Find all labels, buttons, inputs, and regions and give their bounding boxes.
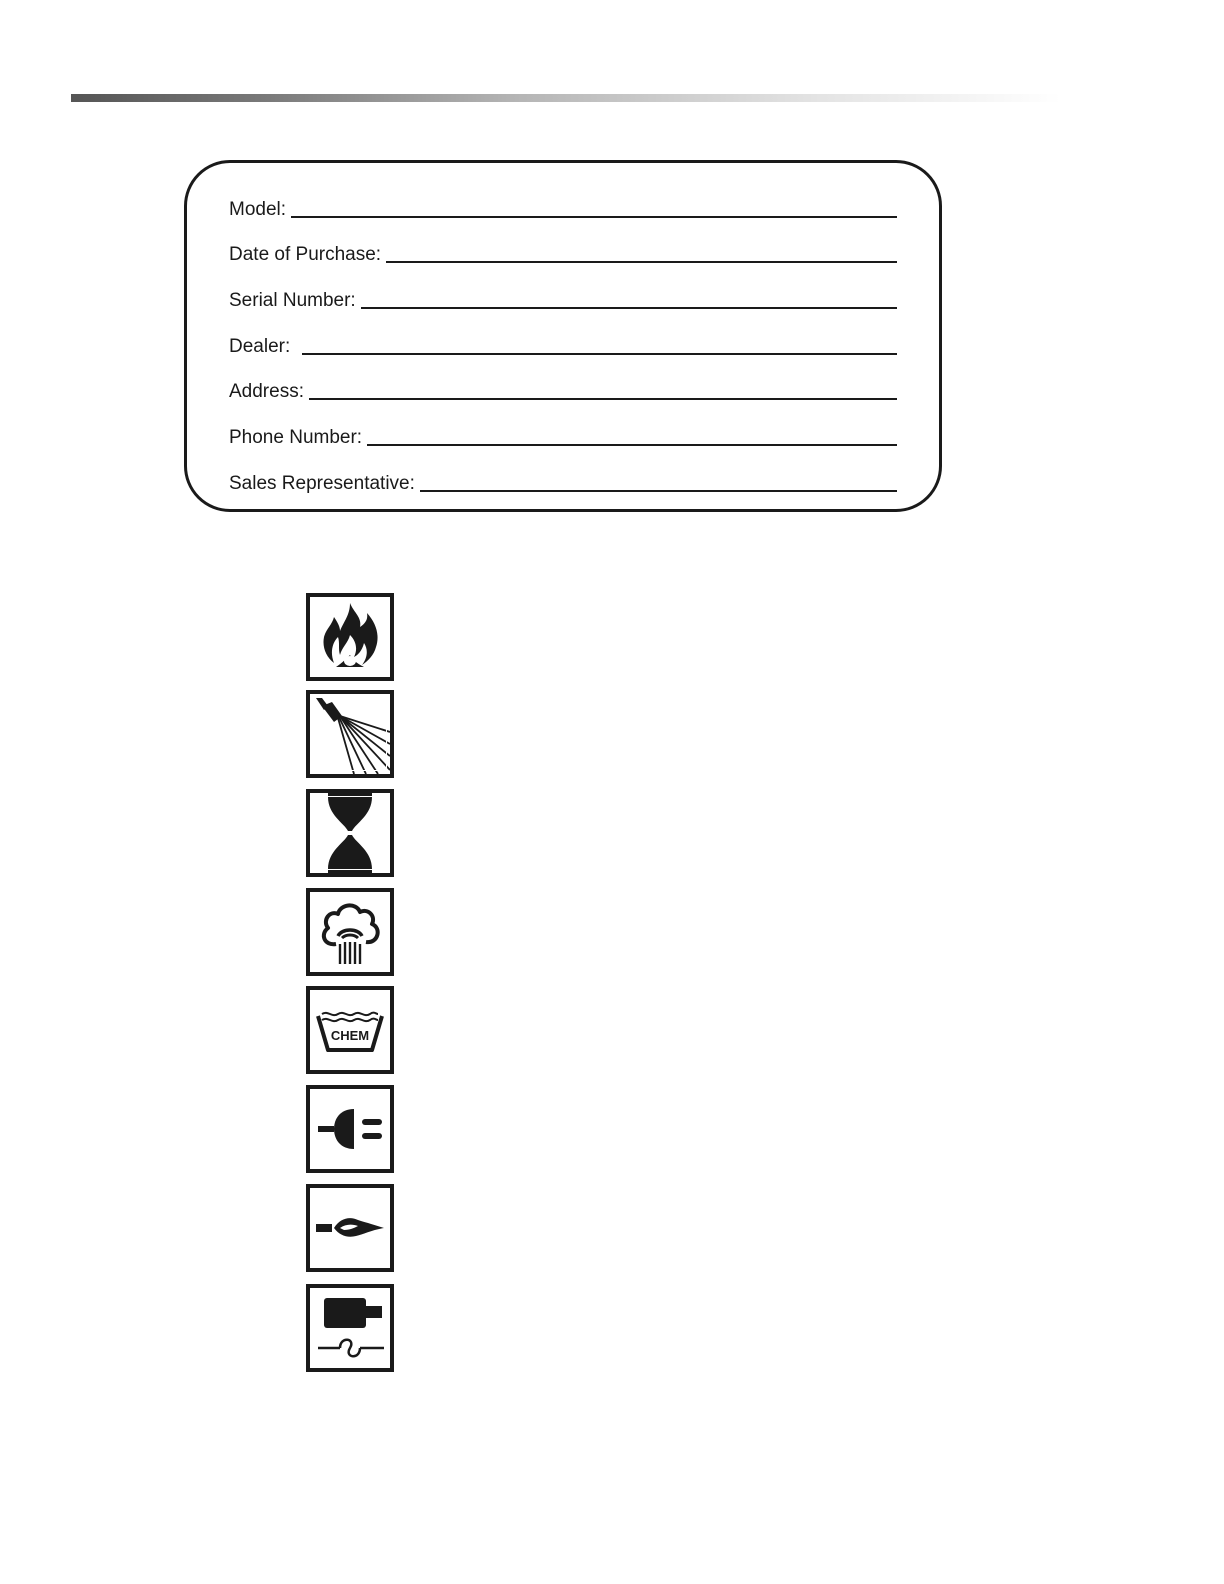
chemical-basin-icon <box>306 986 394 1074</box>
fumes-cloud-icon <box>306 888 394 976</box>
address-input-line[interactable] <box>309 398 897 400</box>
sales-representative-input-line[interactable] <box>420 490 897 492</box>
model-field <box>229 191 897 221</box>
high-pressure-spray-icon <box>306 690 394 778</box>
date-of-purchase-label: Date of Purchase: <box>229 244 382 265</box>
phone-number-input-line[interactable] <box>367 444 897 446</box>
date-of-purchase-input-line[interactable] <box>386 261 897 263</box>
electrical-plug-icon <box>306 1085 394 1173</box>
dealer-input-line[interactable] <box>302 353 897 355</box>
serial-number-input-line[interactable] <box>361 307 897 309</box>
crush-hazard-icon <box>306 789 394 877</box>
phone-number-field <box>229 419 897 449</box>
dealer-field <box>229 328 897 358</box>
date-of-purchase-field <box>229 236 897 266</box>
phone-number-label: Phone Number: <box>229 427 363 448</box>
flame-icon <box>306 593 394 681</box>
address-field <box>229 373 897 403</box>
dealer-label: Dealer: <box>229 336 291 357</box>
motor-ac-icon <box>306 1284 394 1372</box>
serial-number-label: Serial Number: <box>229 290 356 311</box>
sales-representative-label: Sales Representative: <box>229 473 415 494</box>
chem-label: CHEM <box>330 1028 370 1043</box>
sales-representative-field <box>229 465 897 495</box>
model-label: Model: <box>229 199 287 220</box>
header-gradient-bar <box>71 94 1061 102</box>
burner-flame-icon <box>306 1184 394 1272</box>
address-label: Address: <box>229 381 304 402</box>
model-input-line[interactable] <box>291 216 897 218</box>
product-registration-card <box>184 160 942 512</box>
serial-number-field <box>229 282 897 312</box>
